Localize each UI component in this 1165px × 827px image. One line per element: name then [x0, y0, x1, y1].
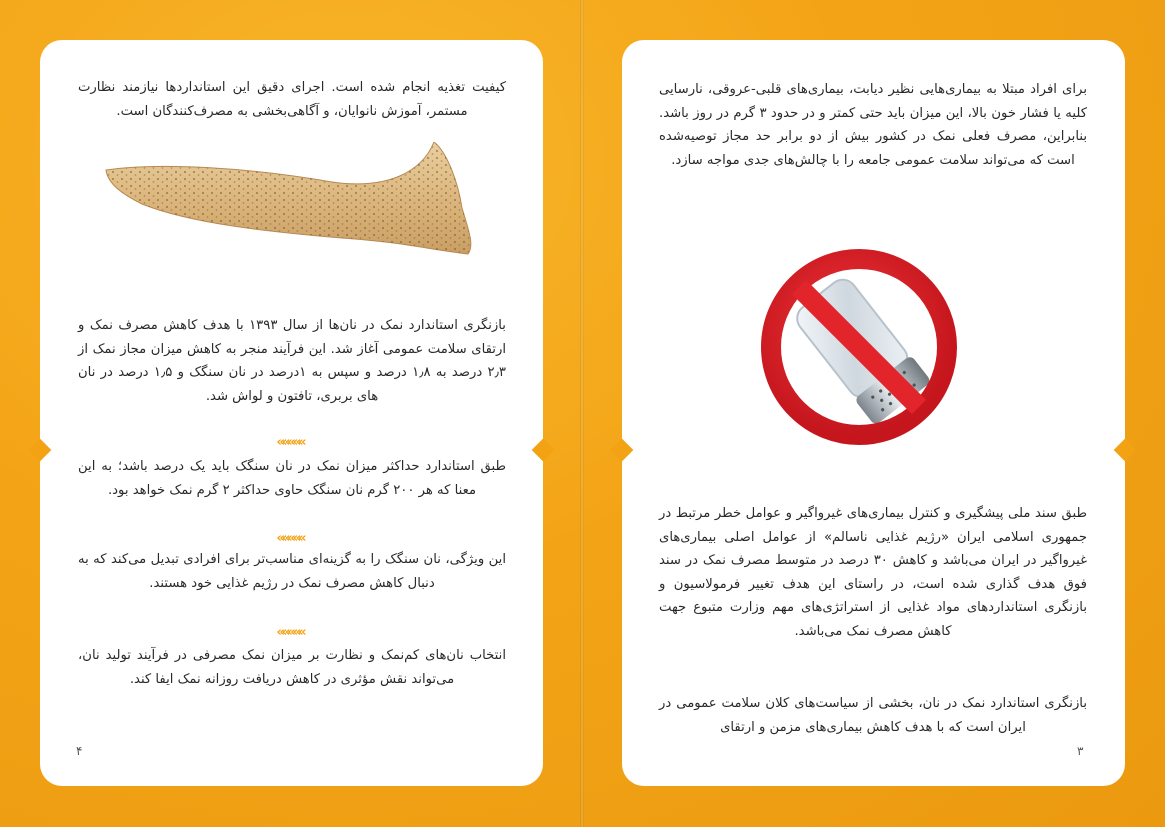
left-page	[40, 40, 543, 786]
left-paragraph-2: بازنگری استاندارد نمک در نان‌ها از سال ۱۳۹۳ با هدف کاهش مصرف نمک و ارتقای سلامت عمومی آغاز شد. این فرآیند منجر به کاهش میزان مجاز نمک از ۲٫۳ درصد به ۱٫۸ درصد و سپس به ۱درصد در نان سنگک و ۱٫۵ درصد در نان های بربری، تافتون و لواش شد.	[78, 318, 506, 404]
right-paragraph-1: برای افراد مبتلا به بیماری‌هایی نظیر دیابت، بیماری‌های قلبی-عروقی، نارسایی کلیه یا فشار خون بالا، این میزان باید حتی کمتر و در حدود ۳ گرم در روز باشد. بنابراین، مصرف فعلی نمک در کشور بیش از دو برابر حد مجاز توصیه‌شده است که می‌تواند سلامت عمومی جامعه را با چالش‌های جدی مواجه سازد.	[659, 82, 1087, 168]
page-notch-right	[532, 439, 555, 462]
separator-chevrons-1: «««««	[276, 435, 304, 450]
page-number-left: ۴	[76, 744, 83, 758]
separator-chevrons-2: «««««	[276, 531, 304, 546]
page-notch-left	[611, 439, 634, 462]
right-paragraph-3: بازنگری استاندارد نمک در نان، بخشی از سیاست‌های کلان سلامت عمومی در ایران است که با هدف کاهش بیماری‌های مزمن و ارتقای	[659, 696, 1087, 735]
right-page	[622, 40, 1125, 786]
no-salt-shaker-icon	[757, 245, 962, 450]
left-paragraph-4: این ویژگی، نان سنگک را به گزینه‌ای مناسب‌تر برای افرادی تبدیل می‌کند که به دنبال کاهش مصرف نمک در رژیم غذایی خود هستند.	[78, 552, 506, 591]
page-notch-right	[1114, 439, 1137, 462]
book-spine	[580, 0, 584, 827]
left-paragraph-5: انتخاب نان‌های کم‌نمک و نظارت بر میزان نمک مصرفی در فرآیند تولید نان، می‌تواند نقش مؤثری در کاهش دریافت روزانه نمک ایفا کند.	[78, 648, 506, 687]
left-paragraph-3: طبق استاندارد حداکثر میزان نمک در نان سنگک باید یک درصد باشد؛ به این معنا که هر ۲۰۰ گرم نان سنگک حاوی حداکثر ۲ گرم نمک خواهد بود.	[78, 459, 506, 498]
separator-chevrons-3: «««««	[276, 625, 304, 640]
page-notch-left	[29, 439, 52, 462]
left-paragraph-1: کیفیت تغذیه انجام شده است. اجرای دقیق این استانداردها نیازمند نظارت مستمر، آموزش نانوایان، و آگاهی‌بخشی به مصرف‌کنندگان است.	[78, 80, 506, 119]
page-number-right: ۳	[1077, 744, 1084, 758]
sangak-bread-image	[102, 142, 477, 257]
right-paragraph-2: طبق سند ملی پیشگیری و کنترل بیماری‌های غیرواگیر و عوامل خطر مرتبط در جمهوری اسلامی ایران «رژیم غذایی ناسالم» از عوامل اصلی بیماری‌های غیرواگیر در ایران می‌باشد و کاهش ۳۰ درصد در متوسط مصرف نمک در سند فوق هدف گذاری شده است، در راستای این هدف تغییر فرمولاسیون و بازنگری استانداردهای مواد غذایی از استراتژی‌های مهم وزارت متبوع جهت کاهش مصرف نمک می‌باشد.	[659, 506, 1087, 639]
